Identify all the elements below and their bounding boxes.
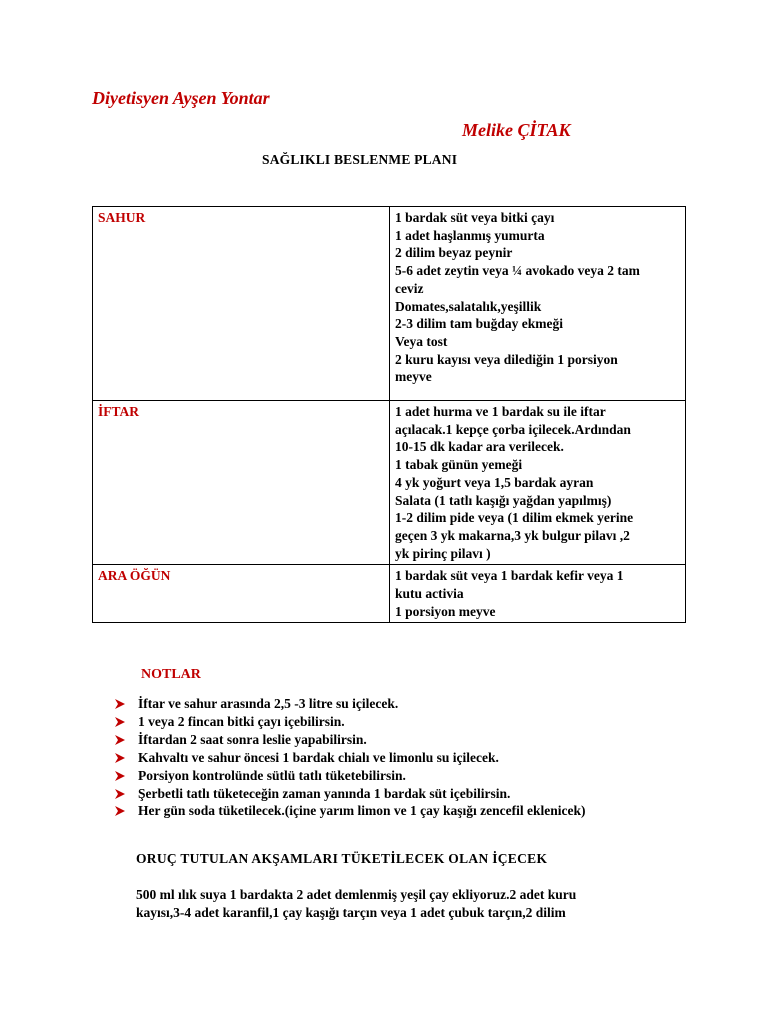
arrow-bullet-icon bbox=[114, 770, 126, 782]
drink-title: ORUÇ TUTULAN AKŞAMLARI TÜKETİLECEK OLAN İÇECEK bbox=[136, 851, 548, 866]
meal-line: Veya tost bbox=[395, 333, 448, 349]
plan-title: SAĞLIKLI BESLENME PLANI bbox=[262, 152, 458, 167]
meal-line: 1 adet hurma ve 1 bardak su ile iftar bbox=[395, 404, 606, 419]
meal-line: ceviz bbox=[395, 280, 424, 296]
meal-line: Domates,salatalık,yeşillik bbox=[395, 298, 542, 314]
meal-line: 10-15 dk kadar ara verilecek. bbox=[395, 439, 564, 455]
note-text: İftardan 2 saat sonra leslie yapabilirsin. bbox=[138, 731, 367, 747]
drink-text-line: kayısı,3-4 adet karanfil,1 çay kaşığı tarçın veya 1 adet çubuk tarçın,2 dilim bbox=[136, 905, 566, 920]
list-item bbox=[114, 695, 585, 713]
meal-line: 1 bardak süt veya 1 bardak kefir veya 1 bbox=[395, 568, 624, 584]
arrow-bullet-icon bbox=[114, 698, 126, 710]
notes-list bbox=[114, 695, 585, 820]
meal-line: yk pirinç pilavı ) bbox=[395, 545, 491, 561]
note-text: Şerbetli tatlı tüketeceğin zaman yanında 1 bardak süt içebilirsin. bbox=[138, 785, 511, 801]
meal-details bbox=[390, 401, 686, 565]
meal-name: İFTAR bbox=[93, 401, 390, 565]
drink-recipe bbox=[136, 886, 656, 922]
meal-details bbox=[390, 565, 686, 623]
meal-line: geçen 3 yk makarna,3 yk bulgur pilavı ,2 bbox=[395, 527, 630, 543]
meal-line: 2 kuru kayısı veya dilediğin 1 porsiyon bbox=[395, 351, 618, 367]
note-text: Her gün soda tüketilecek.(içine yarım limon ve 1 çay kaşığı zencefil eklenicek) bbox=[138, 803, 586, 819]
list-item bbox=[114, 713, 585, 731]
meal-line: 4 yk yoğurt veya 1,5 bardak ayran bbox=[395, 474, 594, 490]
note-text: Porsiyon kontrolünde sütlü tatlı tüketebilirsin. bbox=[138, 767, 406, 783]
drink-text-line: 500 ml ılık suya 1 bardakta 2 adet demlenmiş yeşil çay ekliyoruz.2 adet kuru bbox=[136, 887, 577, 902]
meal-line: 1 porsiyon meyve bbox=[395, 603, 496, 619]
meal-line: Salata (1 tatlı kaşığı yağdan yapılmış) bbox=[395, 492, 612, 508]
arrow-bullet-icon bbox=[114, 805, 126, 817]
meal-name: SAHUR bbox=[93, 207, 390, 401]
dietitian-name: Diyetisyen Ayşen Yontar bbox=[92, 88, 270, 108]
list-item bbox=[114, 802, 585, 820]
meal-details bbox=[390, 207, 686, 401]
author-name: Melike ÇİTAK bbox=[462, 120, 571, 140]
note-text: 1 veya 2 fincan bitki çayı içebilirsin. bbox=[138, 713, 345, 729]
meal-line: 5-6 adet zeytin veya ¼ avokado veya 2 tam bbox=[395, 263, 640, 279]
meal-line: 1-2 dilim pide veya (1 dilim ekmek yerine bbox=[395, 510, 634, 526]
arrow-bullet-icon bbox=[114, 716, 126, 728]
list-item bbox=[114, 749, 585, 767]
arrow-bullet-icon bbox=[114, 752, 126, 764]
arrow-bullet-icon bbox=[114, 788, 126, 800]
arrow-bullet-icon bbox=[114, 734, 126, 746]
note-text: Kahvaltı ve sahur öncesi 1 bardak chialı ve limonlu su içilecek. bbox=[138, 749, 499, 765]
meal-line: kutu activia bbox=[395, 586, 464, 602]
table-row-iftar bbox=[93, 401, 686, 565]
list-item bbox=[114, 767, 585, 785]
meal-line: 1 tabak günün yemeği bbox=[395, 457, 523, 473]
meal-line: açılacak.1 kepçe çorba içilecek.Ardından bbox=[395, 421, 631, 437]
meal-line: meyve bbox=[395, 369, 432, 385]
list-item bbox=[114, 785, 585, 803]
meal-line: 1 adet haşlanmış yumurta bbox=[395, 227, 545, 243]
notes-title: NOTLAR bbox=[141, 667, 201, 682]
list-item bbox=[114, 731, 585, 749]
meal-line: 2 dilim beyaz peynir bbox=[395, 245, 513, 261]
meal-plan-table bbox=[92, 206, 686, 623]
table-row-ara-ogun bbox=[93, 565, 686, 623]
meal-line: 1 bardak süt veya bitki çayı bbox=[395, 210, 555, 225]
meal-line: 2-3 dilim tam buğday ekmeği bbox=[395, 316, 564, 332]
note-text: İftar ve sahur arasında 2,5 -3 litre su içilecek. bbox=[138, 696, 399, 711]
meal-name: ARA ÖĞÜN bbox=[93, 565, 390, 623]
table-row-sahur bbox=[93, 207, 686, 401]
